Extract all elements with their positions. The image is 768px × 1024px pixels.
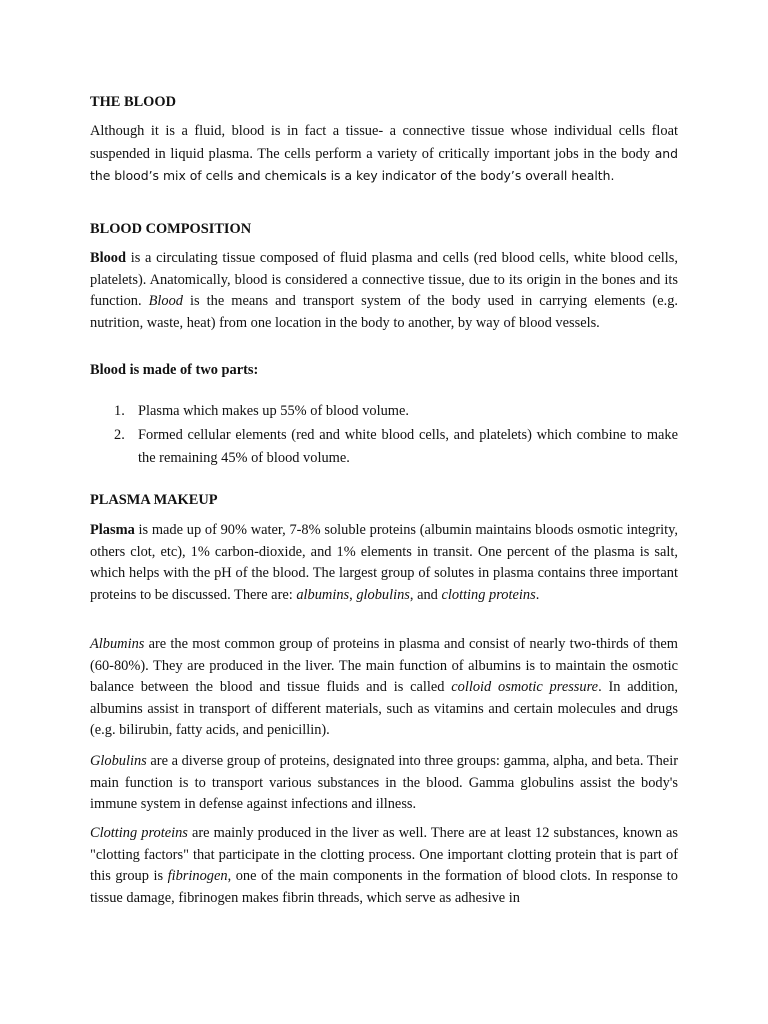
globulins-paragraph: Globulins are a diverse group of proteins, designated into three groups: gamma, alpha, and beta. Their main function is to transport various substances in the blood. Gamma globulins assist the body's immune system in defense against infections and illness. (90, 753, 678, 812)
intro-tail-text: and the blood’s mix of cells and chemicals is a key indicator of the body’s overall health. (90, 145, 678, 183)
clotting-proteins-paragraph: Clotting proteins are mainly produced in the liver as well. There are at least 12 substances, known as "clotting factors" that participate in the clotting process. One important clotting protein that is part of this group is fibrinogen, one of the main components in the formation of blood clots. In response to tissue damage, fibrinogen makes fibrin threads, which serve as adhesive in (90, 825, 678, 906)
term-globulins: Globulins (90, 753, 147, 769)
term-blood: Blood (90, 250, 126, 266)
plasma-paragraph: Plasma is made up of 90% water, 7-8% soluble proteins (albumin maintains bloods osmotic integrity, others clot, etc), 1% carbon-dioxide, and 1% elements in transit. One percent of the plasma is salt, which helps with the pH of the blood. The largest group of solutes in plasma contains three important proteins to be discussed. There are: albumins, globulins, and clotting proteins. (90, 522, 678, 603)
parts-heading: Blood is made of two parts: (90, 362, 259, 378)
albumins-paragraph: Albumins are the most common group of proteins in plasma and consist of nearly two-thirds of them (60-80%). They are produced in the liver. The main function of albumins is to maintain the osmotic balance between the blood and tissue fluids and is called colloid osmotic pressure. In addition, albumins assist in transport of different materials, such as vitamins and certain molecules and drugs (e.g. bilirubin, fatty acids, and penicillin). (90, 636, 678, 738)
term-clotting-proteins: Clotting proteins (90, 825, 188, 841)
list-item: 1. Plasma which makes up 55% of blood volume. (114, 403, 409, 419)
term-plasma: Plasma (90, 522, 135, 538)
section-heading-plasma-makeup: PLASMA MAKEUP (90, 492, 218, 508)
term-albumins: Albumins (90, 636, 145, 652)
list-item: 2. Formed cellular elements (red and white blood cells, and platelets) which combine to make the remaining 45% of blood volume. (114, 426, 678, 466)
intro-text: Although it is a fluid, blood is in fact a tissue- a connective tissue whose individual cells float suspended in liquid plasma. The cells perform a variety of critically important jobs in the body (90, 123, 678, 162)
page-title: THE BLOOD (90, 94, 176, 110)
parts-list (90, 400, 678, 471)
intro-paragraph (90, 121, 678, 188)
section-heading-blood-composition: BLOOD COMPOSITION (90, 221, 252, 237)
blood-composition-paragraph: Blood is a circulating tissue composed of fluid plasma and cells (red blood cells, white blood cells, platelets). Anatomically, blood is considered a connective tissue, due to its origin in the bones and its function. Blood is the means and transport system of the body used in carrying elements (e.g. nutrition, waste, heat) from one location in the body to another, by way of blood vessels. (90, 250, 678, 331)
term-blood-italic: Blood (148, 293, 183, 309)
